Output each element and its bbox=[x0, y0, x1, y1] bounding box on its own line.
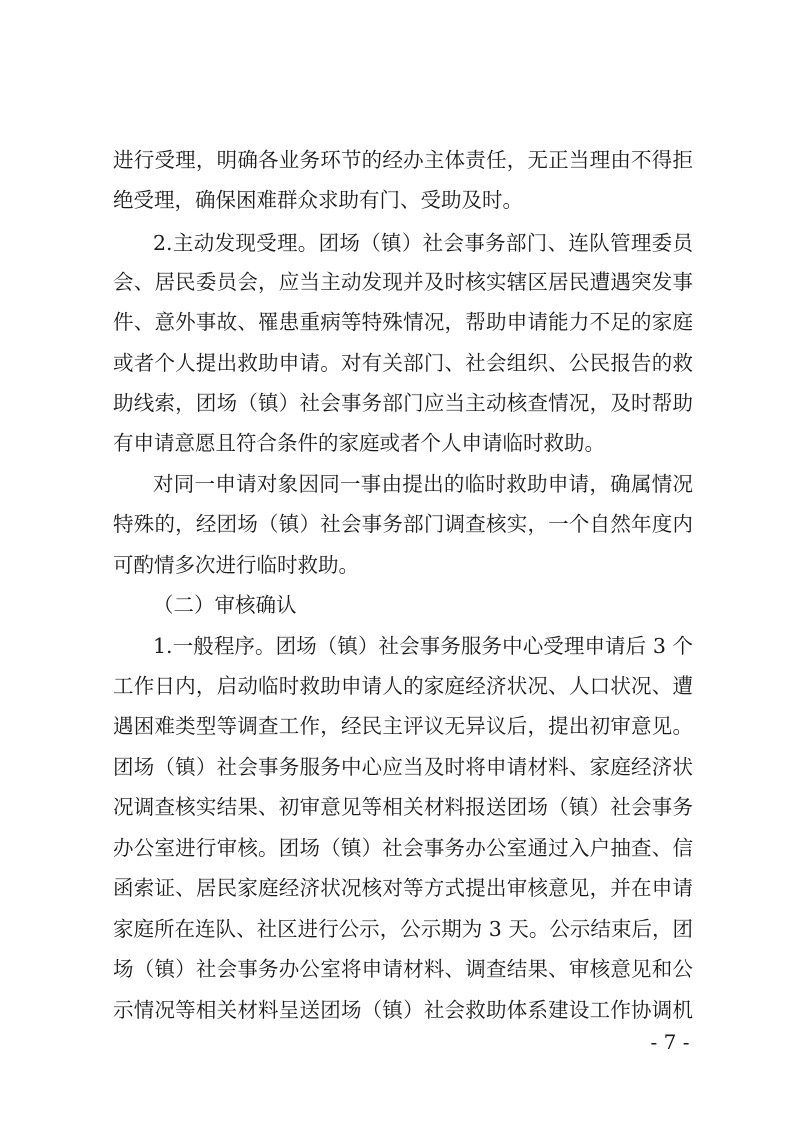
text-line: 2.主动发现受理。团场（镇）社会事务部门、连队管理委员 bbox=[153, 231, 693, 255]
text-line: 助线索，团场（镇）社会事务部门应当主动核查情况，及时帮助 bbox=[113, 391, 693, 415]
section-heading: （二）审核确认 bbox=[153, 593, 297, 617]
text-line: 或者个人提出救助申请。对有关部门、社会组织、公民报告的救 bbox=[113, 351, 693, 375]
text-line: 进行受理，明确各业务环节的经办主体责任，无正当理由不得拒 bbox=[113, 148, 693, 172]
text-line: 会、居民委员会，应当主动发现并及时核实辖区居民遭遇突发事 bbox=[113, 270, 693, 294]
text-line: 特殊的，经团场（镇）社会事务部门调查核实，一个自然年度内 bbox=[113, 512, 693, 536]
text-line: 办公室进行审核。团场（镇）社会事务办公室通过入户抽查、信 bbox=[113, 836, 693, 860]
text-line: 场（镇）社会事务办公室将申请材料、调查结果、审核意见和公 bbox=[113, 957, 693, 981]
text-line: 团场（镇）社会事务服务中心应当及时将申请材料、家庭经济状 bbox=[113, 755, 693, 779]
text-line: 工作日内，启动临时救助申请人的家庭经济状况、人口状况、遭 bbox=[113, 674, 693, 698]
text-line: 家庭所在连队、社区进行公示，公示期为 3 天。公示结束后，团 bbox=[113, 917, 693, 941]
text-line: 示情况等相关材料呈送团场（镇）社会救助体系建设工作协调机 bbox=[113, 998, 693, 1022]
text-line: 函索证、居民家庭经济状况核对等方式提出审核意见，并在申请 bbox=[113, 876, 693, 900]
text-line: 1.一般程序。团场（镇）社会事务服务中心受理申请后 3 个 bbox=[153, 634, 693, 658]
page-number: - 7 - bbox=[650, 1030, 690, 1054]
text-line: 遇困难类型等调查工作，经民主评议无异议后，提出初审意见。 bbox=[113, 714, 693, 738]
text-line: 可酌情多次进行临时救助。 bbox=[113, 553, 359, 577]
text-line: 对同一申请对象因同一事由提出的临时救助申请，确属情况 bbox=[153, 472, 693, 496]
text-line: 绝受理，确保困难群众求助有门、受助及时。 bbox=[113, 188, 523, 212]
text-line: 有申请意愿且符合条件的家庭或者个人申请临时救助。 bbox=[113, 431, 605, 455]
text-line: 况调查核实结果、初审意见等相关材料报送团场（镇）社会事务 bbox=[113, 795, 693, 819]
text-line: 件、意外事故、罹患重病等特殊情况，帮助申请能力不足的家庭 bbox=[113, 310, 693, 334]
